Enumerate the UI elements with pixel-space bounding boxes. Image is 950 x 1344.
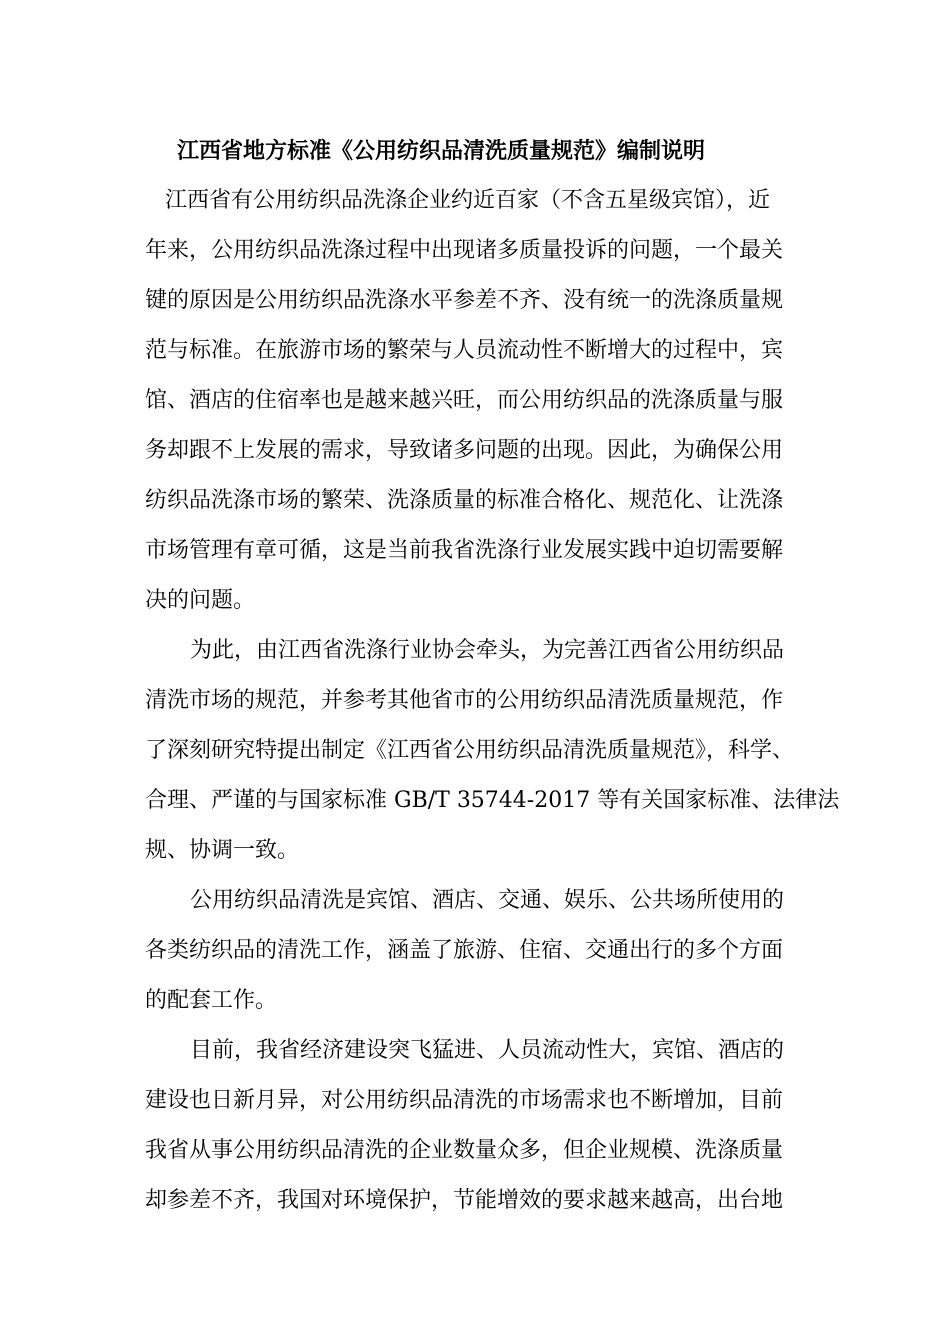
paragraph-1-line-9: 决的问题。 bbox=[145, 588, 256, 613]
paragraph-4-line-1: 目前，我省经济建设突飞猛进、人员流动性大，宾馆、酒店的 bbox=[190, 1038, 785, 1063]
paragraph-1-line-4: 范与标准。在旅游市场的繁荣与人员流动性不断增大的过程中，宾 bbox=[145, 338, 784, 363]
paragraph-1-line-2: 年来，公用纺织品洗涤过程中出现诸多质量投诉的问题，一个最关 bbox=[145, 238, 784, 263]
paragraph-1-line-7: 纺织品洗涤市场的繁荣、洗涤质量的标准合格化、规范化、让洗涤 bbox=[145, 488, 784, 513]
paragraph-1-line-5: 馆、酒店的住宿率也是越来越兴旺，而公用纺织品的洗涤质量与服 bbox=[145, 388, 784, 413]
paragraph-4-line-3: 我省从事公用纺织品清洗的企业数量众多，但企业规模、洗涤质量 bbox=[145, 1138, 784, 1163]
paragraph-2-line-5: 规、协调一致。 bbox=[145, 838, 300, 863]
paragraph-4-line-2: 建设也日新月异，对公用纺织品清洗的市场需求也不断增加，目前 bbox=[145, 1088, 784, 1113]
paragraph-4-line-4: 却参差不齐，我国对环境保护，节能增效的要求越来越高，出台地 bbox=[145, 1188, 784, 1213]
paragraph-2-line-3: 了深刻研究特提出制定《江西省公用纺织品清洗质量规范》，科学、 bbox=[145, 738, 795, 763]
paragraph-1-line-1: 江西省有公用纺织品洗涤企业约近百家（不含五星级宾馆），近 bbox=[165, 188, 771, 213]
paragraph-1-line-3: 键的原因是公用纺织品洗涤水平参差不齐、没有统一的洗涤质量规 bbox=[145, 288, 784, 313]
document-title: 江西省地方标准《公用纺织品清洗质量规范》编制说明 bbox=[177, 138, 706, 164]
paragraph-3-line-1: 公用纺织品清洗是宾馆、酒店、交通、娱乐、公共场所使用的 bbox=[190, 888, 785, 913]
paragraph-2-line-1: 为此，由江西省洗涤行业协会牵头，为完善江西省公用纺织品 bbox=[190, 638, 785, 663]
paragraph-1-line-6: 务却跟不上发展的需求，导致诸多问题的出现。因此，为确保公用 bbox=[145, 438, 784, 463]
paragraph-3-line-2: 各类纺织品的清洗工作，涵盖了旅游、住宿、交通出行的多个方面 bbox=[145, 938, 784, 963]
paragraph-3-line-3: 的配套工作。 bbox=[145, 988, 278, 1013]
paragraph-1-line-8: 市场管理有章可循，这是当前我省洗涤行业发展实践中迫切需要解 bbox=[145, 538, 784, 563]
paragraph-2-line-4: 合理、严谨的与国家标准 GB/T 35744-2017 等有关国家标准、法律法 bbox=[145, 788, 840, 813]
paragraph-2-line-2: 清洗市场的规范，并参考其他省市的公用纺织品清洗质量规范，作 bbox=[145, 688, 784, 713]
